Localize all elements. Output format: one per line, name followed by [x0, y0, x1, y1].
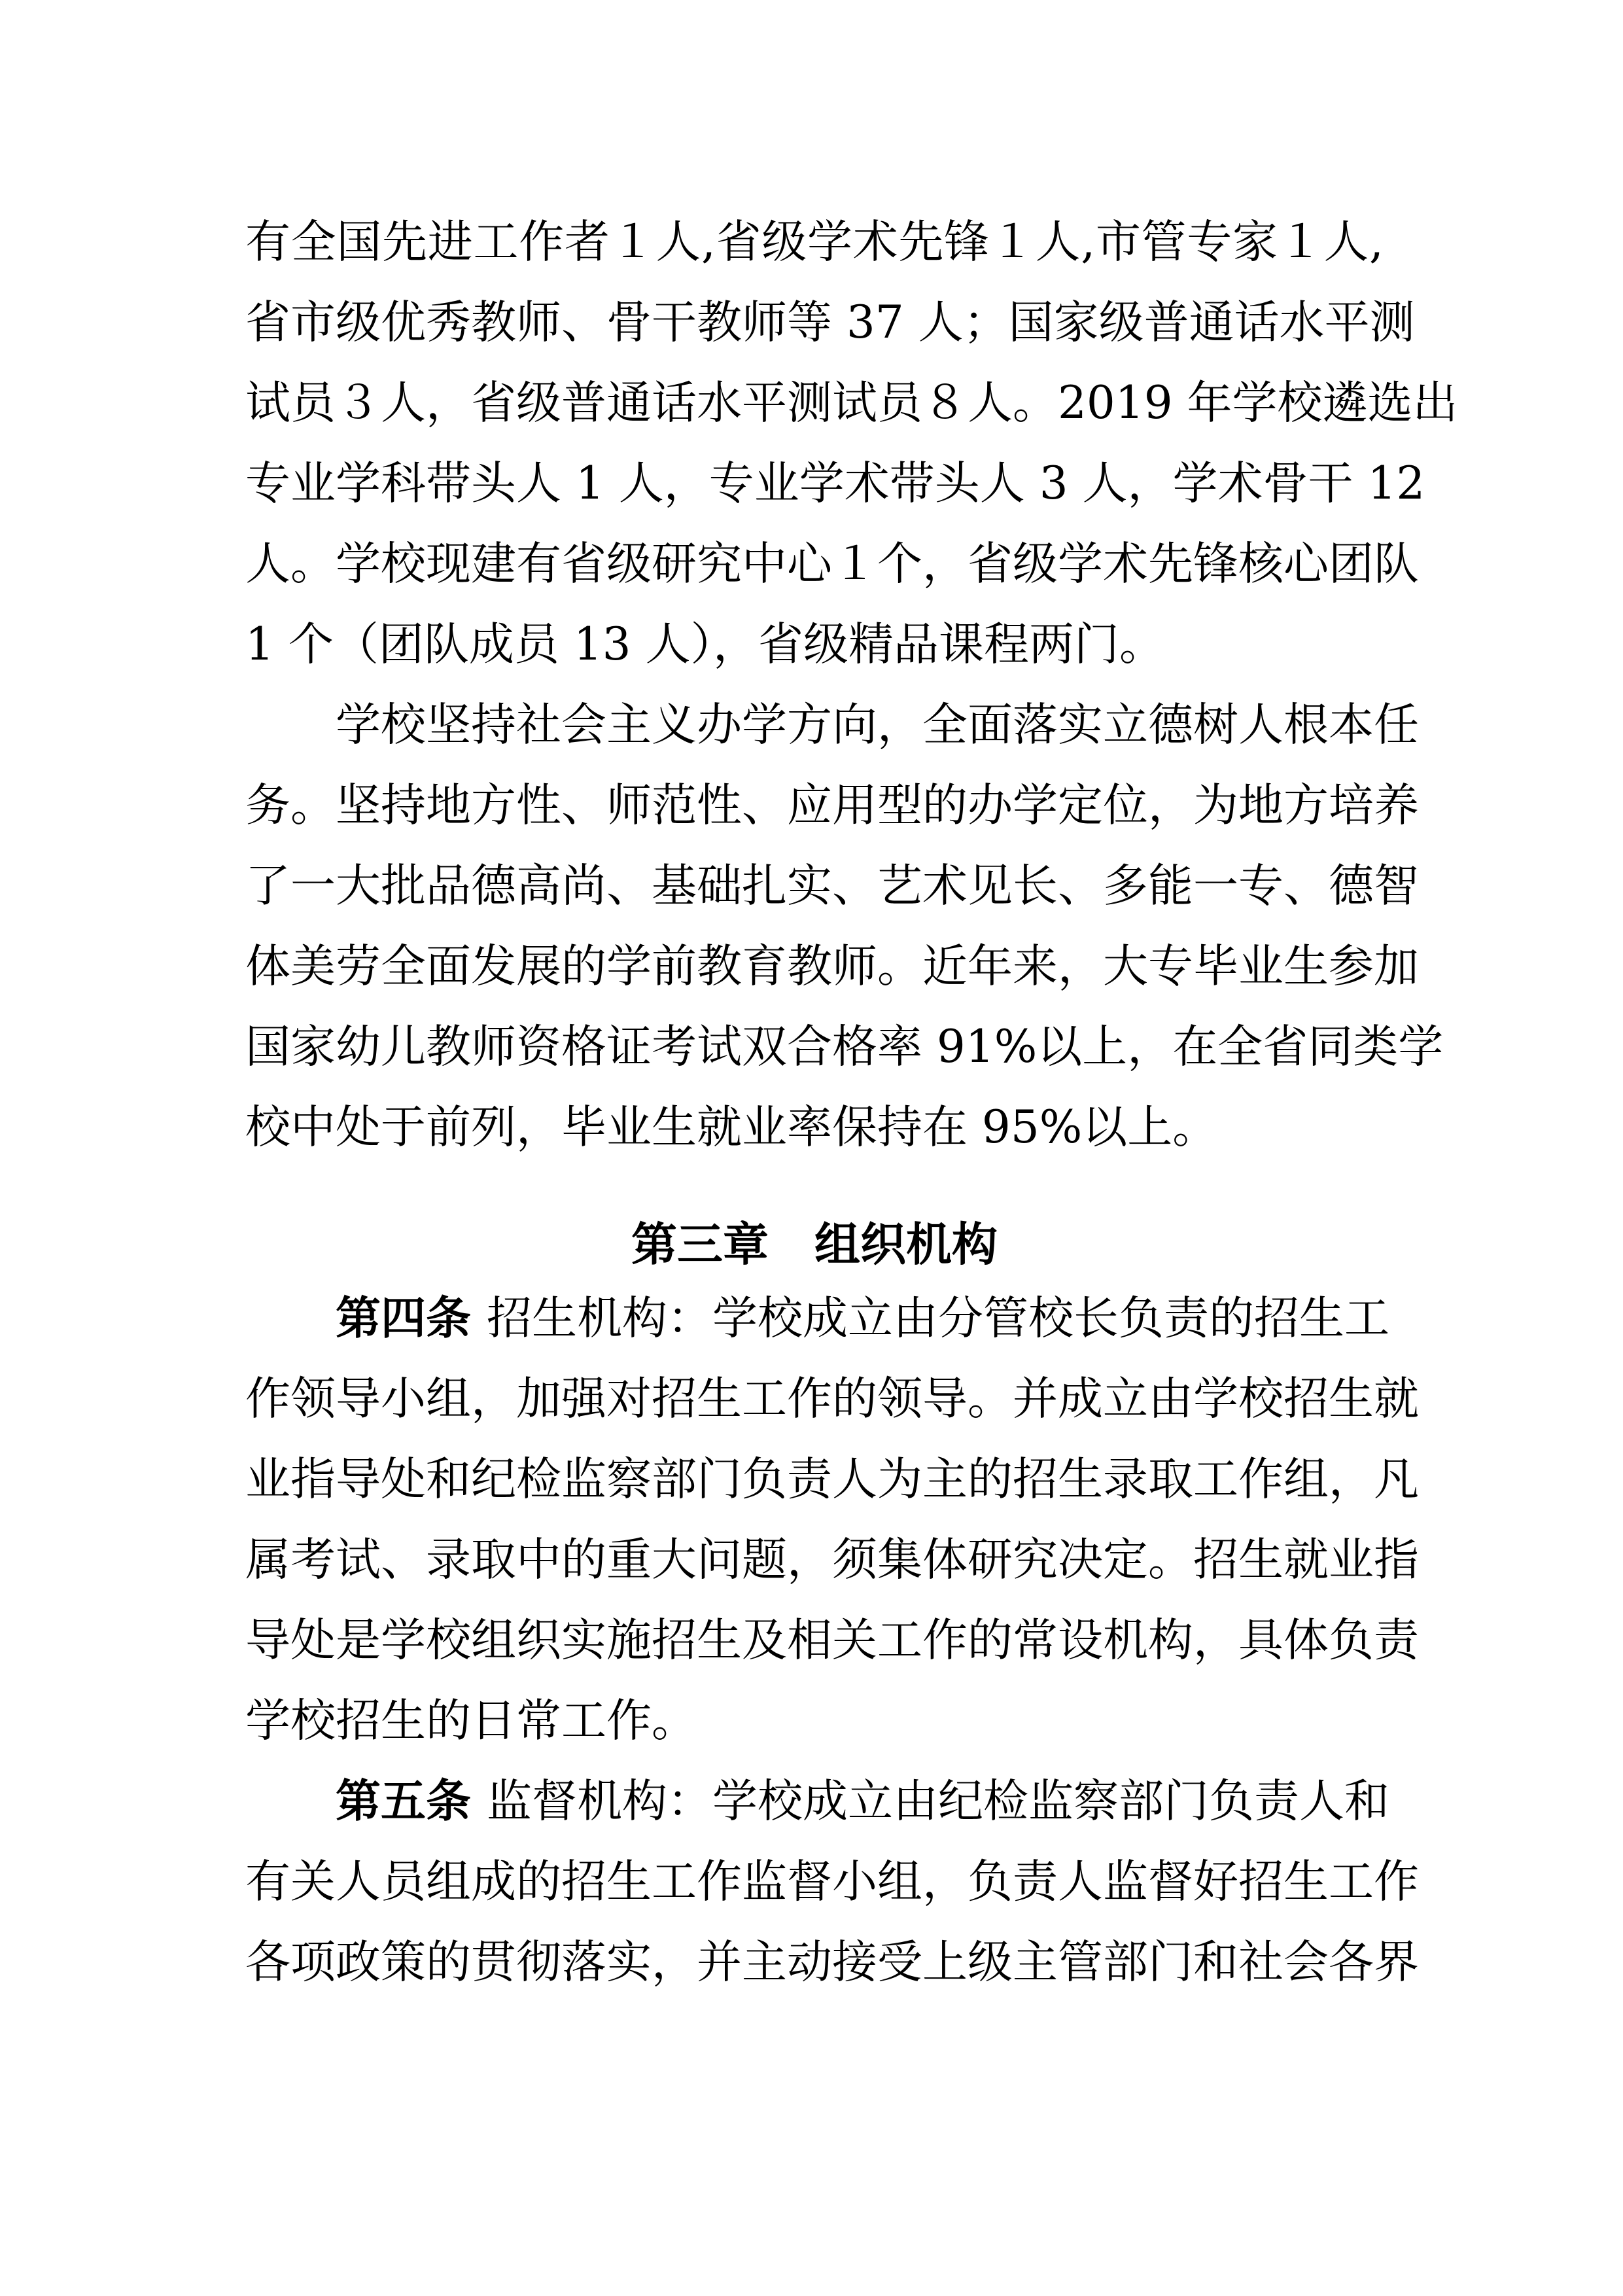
text-line: 务。坚持地方性、师范性、应用型的办学定位，为地方培养 — [245, 779, 1419, 832]
text-line: 属考试、录取中的重大问题，须集体研究决定。招生就业指 — [245, 1534, 1419, 1586]
text-line: 人。学校现建有省级研究中心１个，省级学术先锋核心团队 — [245, 538, 1419, 590]
article-text: 招生机构：学校成立由分管校长负责的招生工 — [487, 1292, 1389, 1345]
text-line: 有全国先进工作者１人,省级学术先锋１人,市管专家１人, — [245, 216, 1384, 268]
text-line: 了一大批品德高尚、基础扎实、艺术见长、多能一专、德智 — [245, 860, 1419, 912]
text-line: 校中处于前列，毕业生就业率保持在 95%以上。 — [245, 1101, 1218, 1154]
article-label: 第五条 — [336, 1775, 471, 1828]
text-line: 国家幼儿教师资格证考试双合格率 91%以上，在全省同类学 — [245, 1021, 1444, 1073]
chapter-heading — [245, 1218, 1384, 1271]
chapter-title: 组织机构 — [814, 1218, 998, 1271]
text-line: 学校招生的日常工作。 — [245, 1695, 697, 1747]
article-first-line — [245, 1775, 1389, 1828]
text-line: 学校坚持社会主义办学方向，全面落实立德树人根本任 — [336, 699, 1419, 751]
text-line: 体美劳全面发展的学前教育教师。近年来，大专毕业生参加 — [245, 940, 1419, 993]
text-line: 专业学科带头人 1 人，专业学术带头人 3 人，学术骨干 12 — [245, 457, 1425, 510]
text-line: 作领导小组，加强对招生工作的领导。并成立由学校招生就 — [245, 1373, 1419, 1425]
text-line: 业指导处和纪检监察部门负责人为主的招生录取工作组，凡 — [245, 1453, 1419, 1506]
article-first-line — [245, 1292, 1389, 1345]
text-line: 省市级优秀教师、骨干教师等 37 人；国家级普通话水平测 — [245, 296, 1415, 349]
text-line: 1 个（团队成员 13 人），省级精品课程两门。 — [245, 618, 1164, 671]
chapter-number: 第三章 — [631, 1218, 769, 1271]
text-line: 试员３人，省级普通话水平测试员８人。2019 年学校遴选出 — [245, 377, 1458, 429]
text-line: 导处是学校组织实施招生及相关工作的常设机构，具体负责 — [245, 1614, 1419, 1667]
article-label: 第四条 — [336, 1292, 471, 1345]
article-text: 监督机构：学校成立由纪检监察部门负责人和 — [487, 1775, 1389, 1828]
text-line: 有关人员组成的招生工作监督小组，负责人监督好招生工作 — [245, 1856, 1419, 1908]
text-line: 各项政策的贯彻落实，并主动接受上级主管部门和社会各界 — [245, 1936, 1419, 1988]
